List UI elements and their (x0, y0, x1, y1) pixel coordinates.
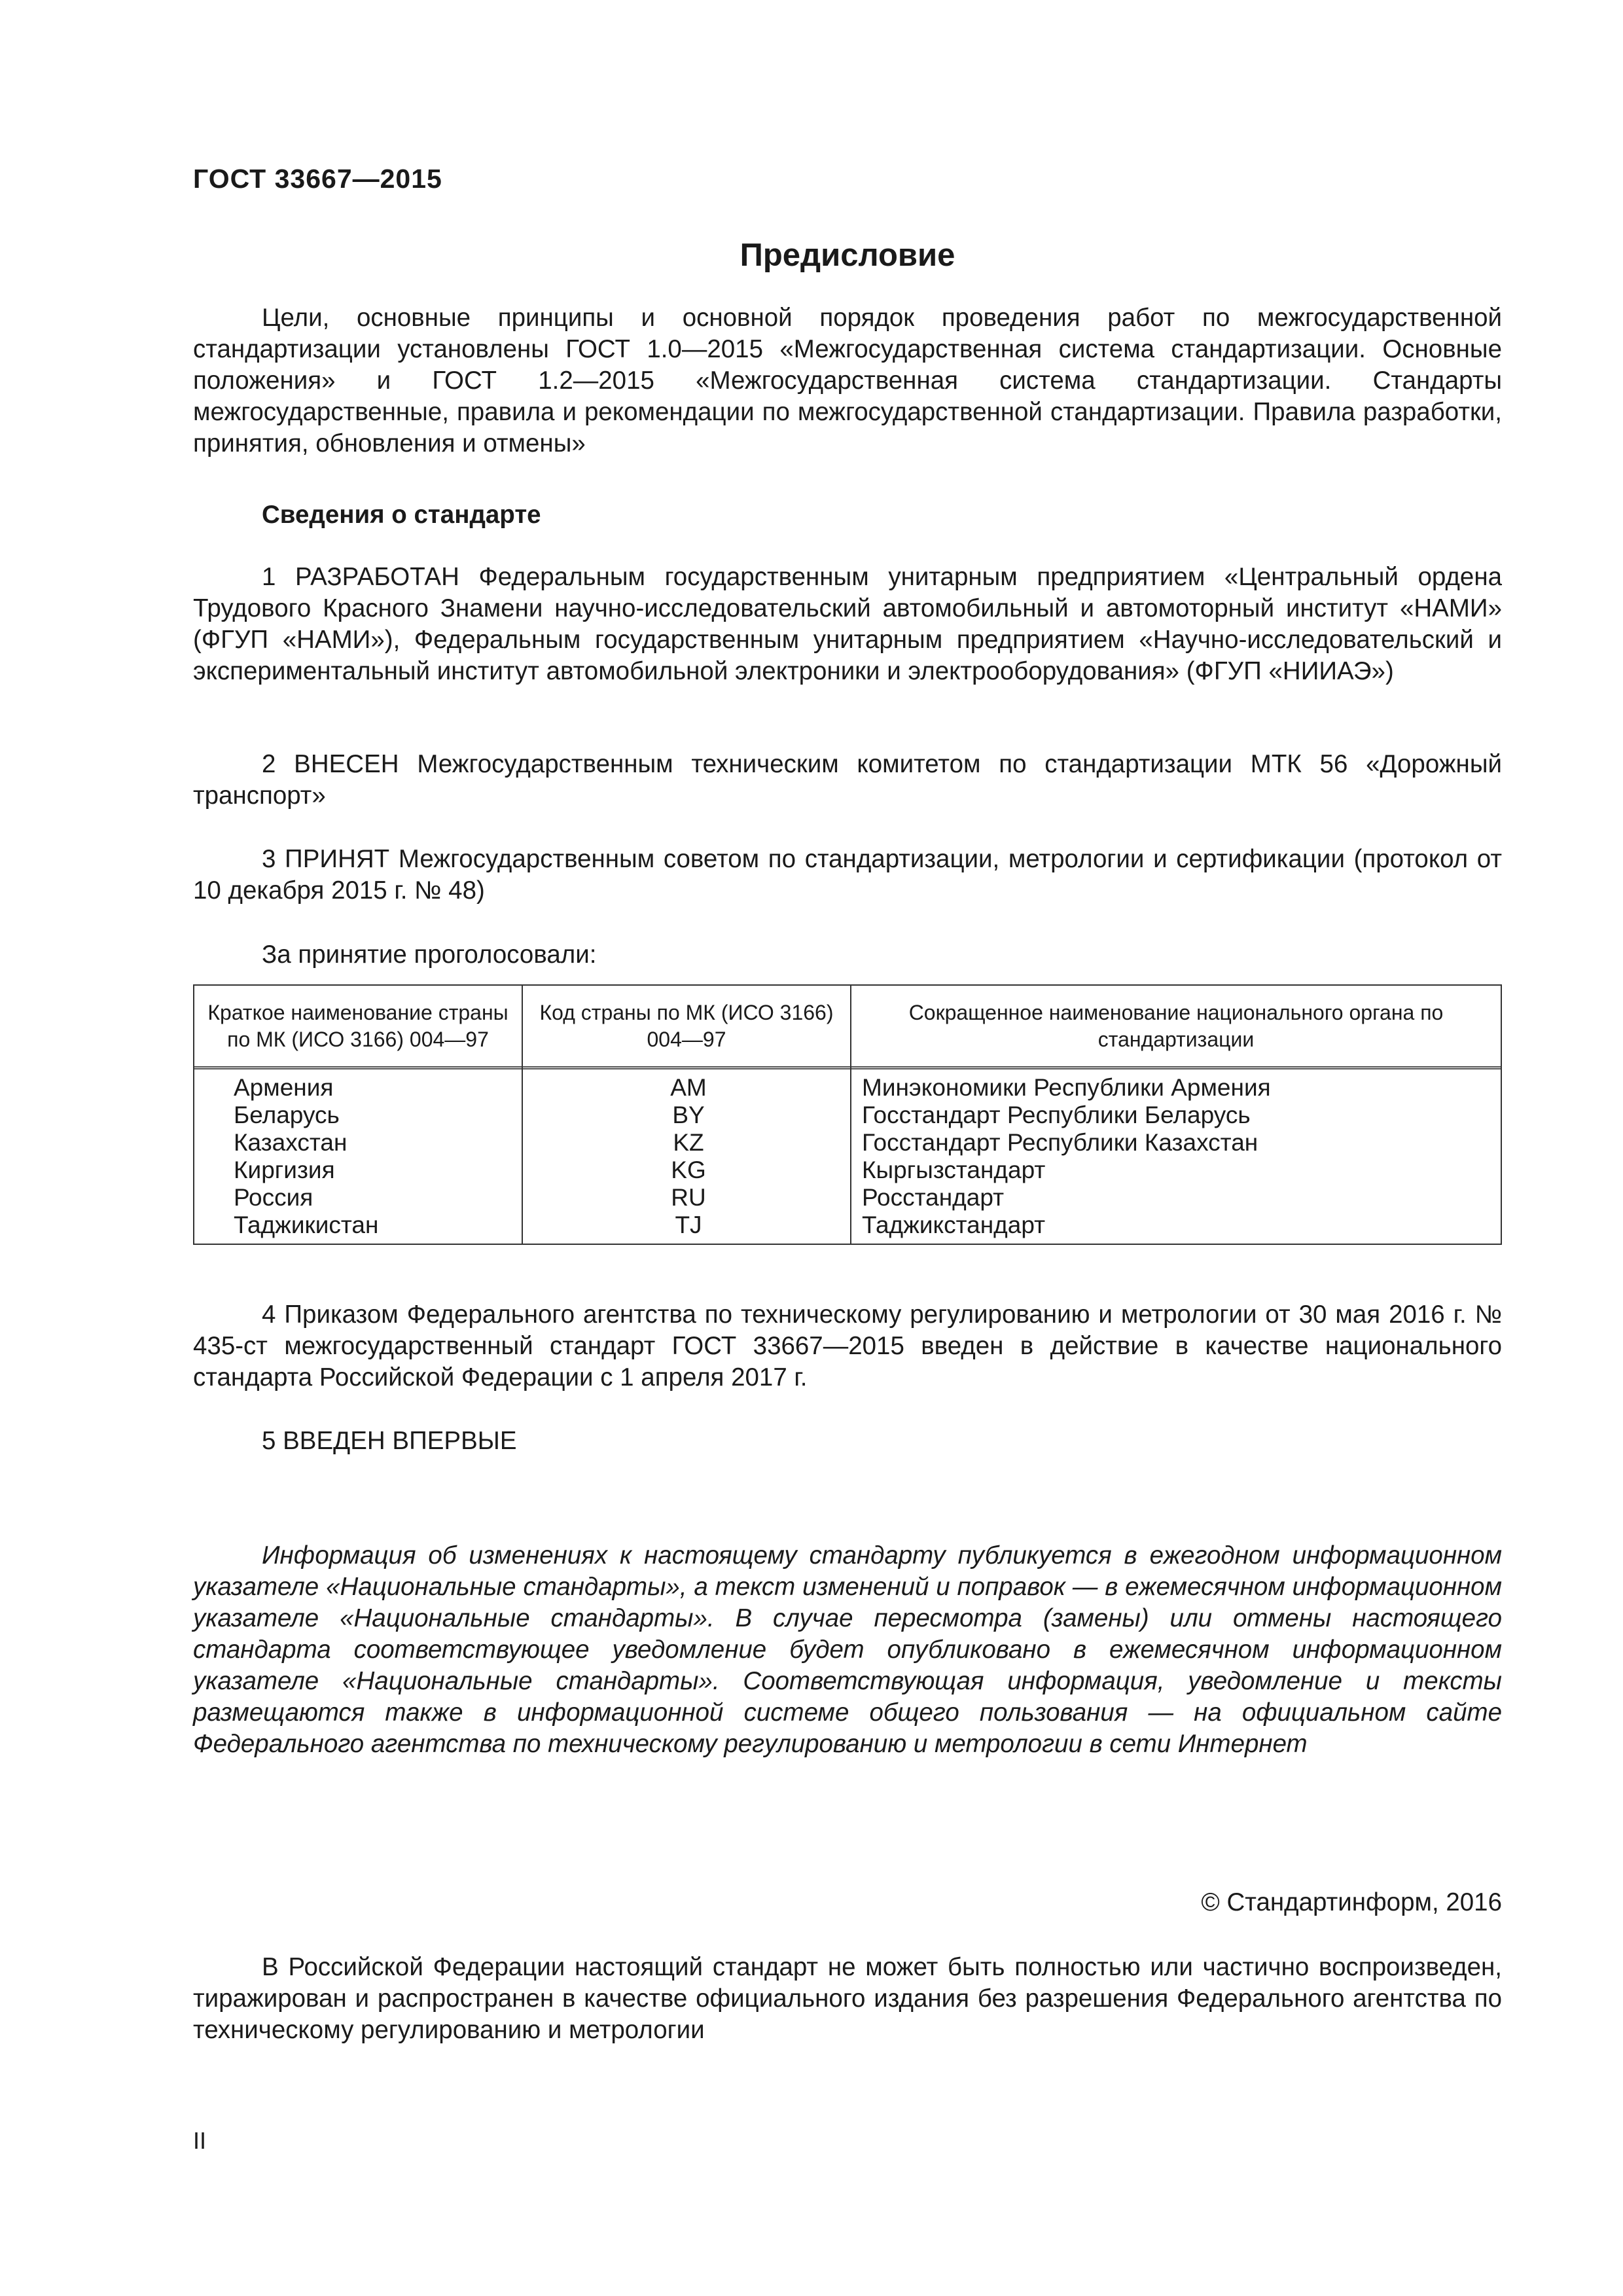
cell-code: BY (672, 1102, 705, 1128)
cell-country: Киргизия (234, 1157, 335, 1183)
page-number: II (193, 2127, 207, 2154)
cell-body: Госстандарт Республики Казахстан (862, 1129, 1258, 1156)
cell-code: RU (671, 1184, 706, 1211)
cell-body: Таджикстандарт (862, 1211, 1046, 1238)
header-national-body: Сокращенное наименование национального органа по стандартизации (908, 1001, 1444, 1051)
table-row (194, 1184, 1501, 1211)
changes-notice: Информация об изменениях к настоящему стандарту публикуется в ежегодном информационном указателе «Национальные стандарты», а текст изменений и поправок — в ежемесячном информационном указателе «Национальные стандарты». В случае пересмотра (замены) или отмены настоящего стандарта соответствующее уведомление будет опубликовано в ежемесячном информационном указателе «Национальные стандарты». Соответствующая информация, уведомление и тексты размещаются также в информационной системе общего пользования — на официальном сайте Федерального агентства по техническому регулированию и метрологии в сети Интернет (193, 1541, 1502, 1758)
intro-paragraph: Цели, основные принципы и основной порядок проведения работ по межгосударственной стандартизации установлены ГОСТ 1.0—2015 «Межгосударственная система стандартизации. Основные положения» и ГОСТ 1.2—2015 «Межгосударственная система стандартизации. Стандарты межгосударственные, правила и рекомендации по межгосударственной стандартизации. Правила разработки, принятия, обновления и отмены» (193, 304, 1502, 457)
cell-body: Госстандарт Республики Беларусь (862, 1102, 1251, 1128)
cell-body: Росстандарт (862, 1184, 1005, 1211)
cell-code: KZ (673, 1129, 704, 1156)
cell-country: Беларусь (234, 1102, 340, 1128)
table-row (194, 1074, 1501, 1102)
document-page (193, 0, 1502, 2296)
document-code: ГОСТ 33667—2015 (193, 164, 442, 194)
header-country-name: Краткое наименование страны по МК (ИСО 3166) 004—97 (207, 1001, 508, 1051)
table-row (194, 1102, 1501, 1129)
page-title: Предисловие (740, 238, 955, 273)
cell-code: TJ (675, 1211, 702, 1238)
cell-country: Казахстан (234, 1129, 348, 1156)
cell-country: Таджикистан (234, 1211, 379, 1238)
table-row (194, 1129, 1501, 1157)
item-developed: 1 РАЗРАБОТАН Федеральным государственным унитарным предприятием «Центральный ордена Трудового Красного Знамени научно-исследовательский автомобильный и автомоторный институт «НАМИ» (ФГУП «НАМИ»), Федеральным государственным унитарным предприятием «Научно-исследовательский и экспериментальный институт автомобильной электроники и электрооборудования» (ФГУП «НИИАЭ») (193, 563, 1502, 685)
item-first-time: 5 ВВЕДЕН ВПЕРВЫЕ (262, 1427, 517, 1455)
cell-code: KG (671, 1157, 706, 1183)
header-country-code: Код страны по МК (ИСО 3166) 004—97 (539, 1001, 834, 1051)
cell-code: AM (670, 1074, 707, 1101)
table-row (194, 1211, 1501, 1239)
table-header (194, 986, 1501, 1069)
table-row (194, 1157, 1501, 1184)
voting-table (193, 984, 1502, 1245)
cell-country: Армения (234, 1074, 334, 1101)
voted-label: За принятие проголосовали: (262, 941, 597, 969)
item-adopted: 3 ПРИНЯТ Межгосударственным советом по стандартизации, метрологии и сертификации (протокол от 10 декабря 2015 г. № 48) (193, 845, 1502, 905)
copyright: © Стандартинформ, 2016 (1201, 1888, 1502, 1916)
cell-country: Россия (234, 1184, 313, 1211)
item-introduced: 2 ВНЕСЕН Межгосударственным техническим комитетом по стандартизации МТК 56 «Дорожный транспорт» (193, 750, 1502, 810)
cell-body: Минэкономики Республики Армения (862, 1074, 1271, 1101)
restriction-notice: В Российской Федерации настоящий стандарт не может быть полностью или частично воспроизведен, тиражирован и распространен в качестве официального издания без разрешения Федерального агентства по техническому регулированию и метрологии (193, 1953, 1502, 2044)
item-order: 4 Приказом Федерального агентства по техническому регулированию и метрологии от 30 мая 2016 г. № 435-ст межгосударственный стандарт ГОСТ 33667—2015 введен в действие в качестве национального стандарта Российской Федерации с 1 апреля 2017 г. (193, 1300, 1502, 1391)
cell-body: Кыргызстандарт (862, 1157, 1046, 1183)
info-heading: Сведения о стандарте (262, 501, 541, 529)
table-body (194, 1074, 1501, 1239)
